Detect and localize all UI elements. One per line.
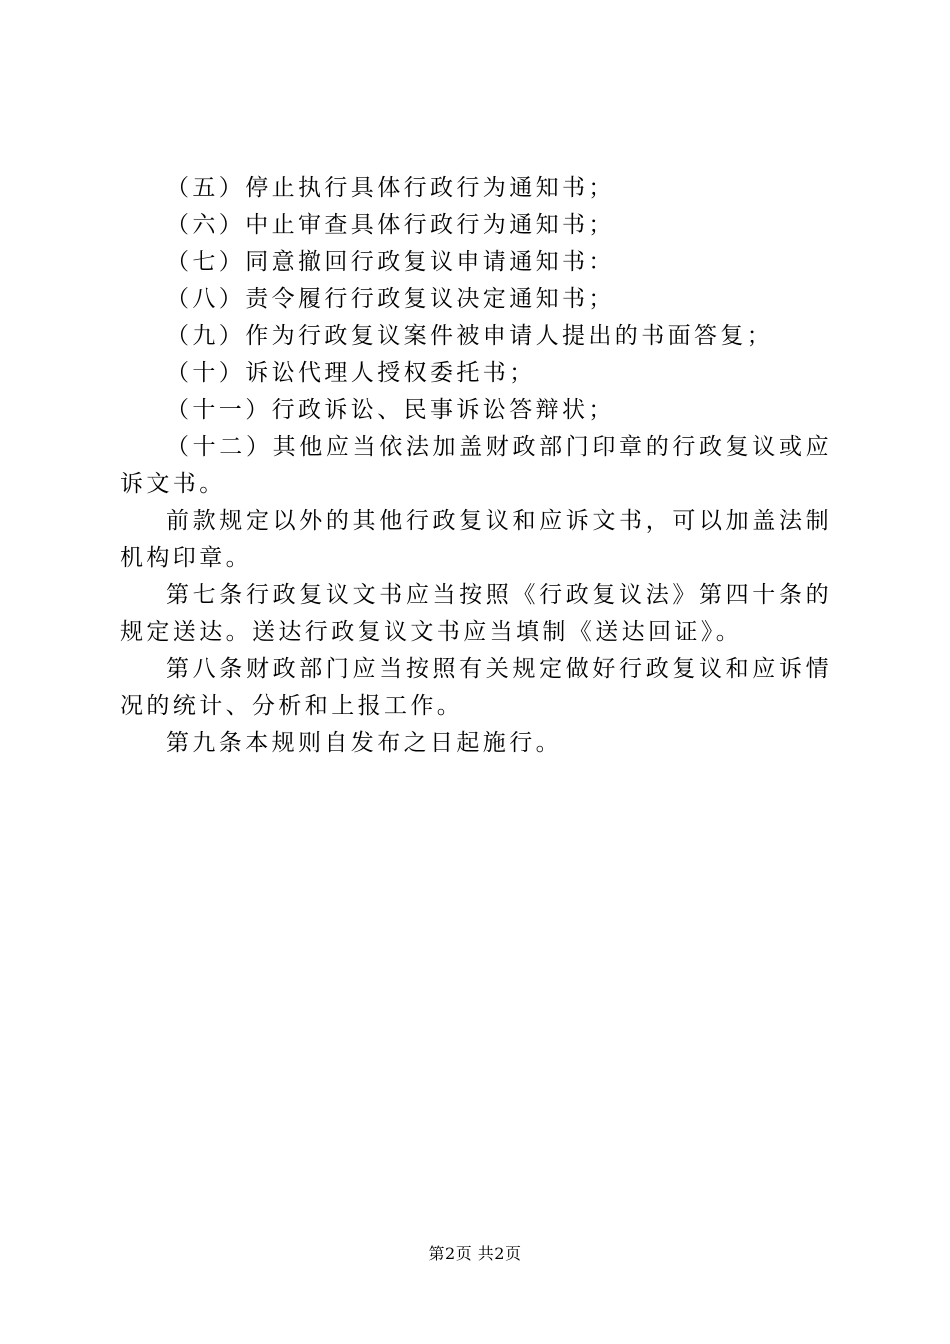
paragraph-item-9: （九）作为行政复议案件被申请人提出的书面答复； xyxy=(166,323,774,349)
document-body xyxy=(120,170,832,762)
paragraph-item-10: （十）诉讼代理人授权委托书； xyxy=(166,360,536,386)
paragraph-item-8: （八）责令履行行政复议决定通知书； xyxy=(166,286,615,312)
paragraph-article-9: 第九条本规则自发布之日起施行。 xyxy=(166,730,562,756)
paragraph-item-6: （六）中止审查具体行政行为通知书； xyxy=(166,212,615,238)
paragraph-item-5: （五）停止执行具体行政行为通知书； xyxy=(166,175,615,201)
paragraph-other-documents: 前款规定以外的其他行政复议和应诉文书，可以加盖法制机构印章。 xyxy=(120,508,832,571)
paragraph-article-7: 第七条行政复议文书应当按照《行政复议法》第四十条的规定送达。送达行政复议文书应当填制《送达回证》。 xyxy=(120,582,832,645)
paragraph-article-8: 第八条财政部门应当按照有关规定做好行政复议和应诉情况的统计、分析和上报工作。 xyxy=(120,656,832,719)
page-number-footer: 第2页 共2页 xyxy=(428,1244,522,1263)
paragraph-item-12: （十二）其他应当依法加盖财政部门印章的行政复议或应诉文书。 xyxy=(120,434,832,497)
paragraph-item-7: （七）同意撤回行政复议申请通知书： xyxy=(166,249,615,275)
paragraph-item-11: （十一）行政诉讼、民事诉讼答辩状； xyxy=(166,397,615,423)
